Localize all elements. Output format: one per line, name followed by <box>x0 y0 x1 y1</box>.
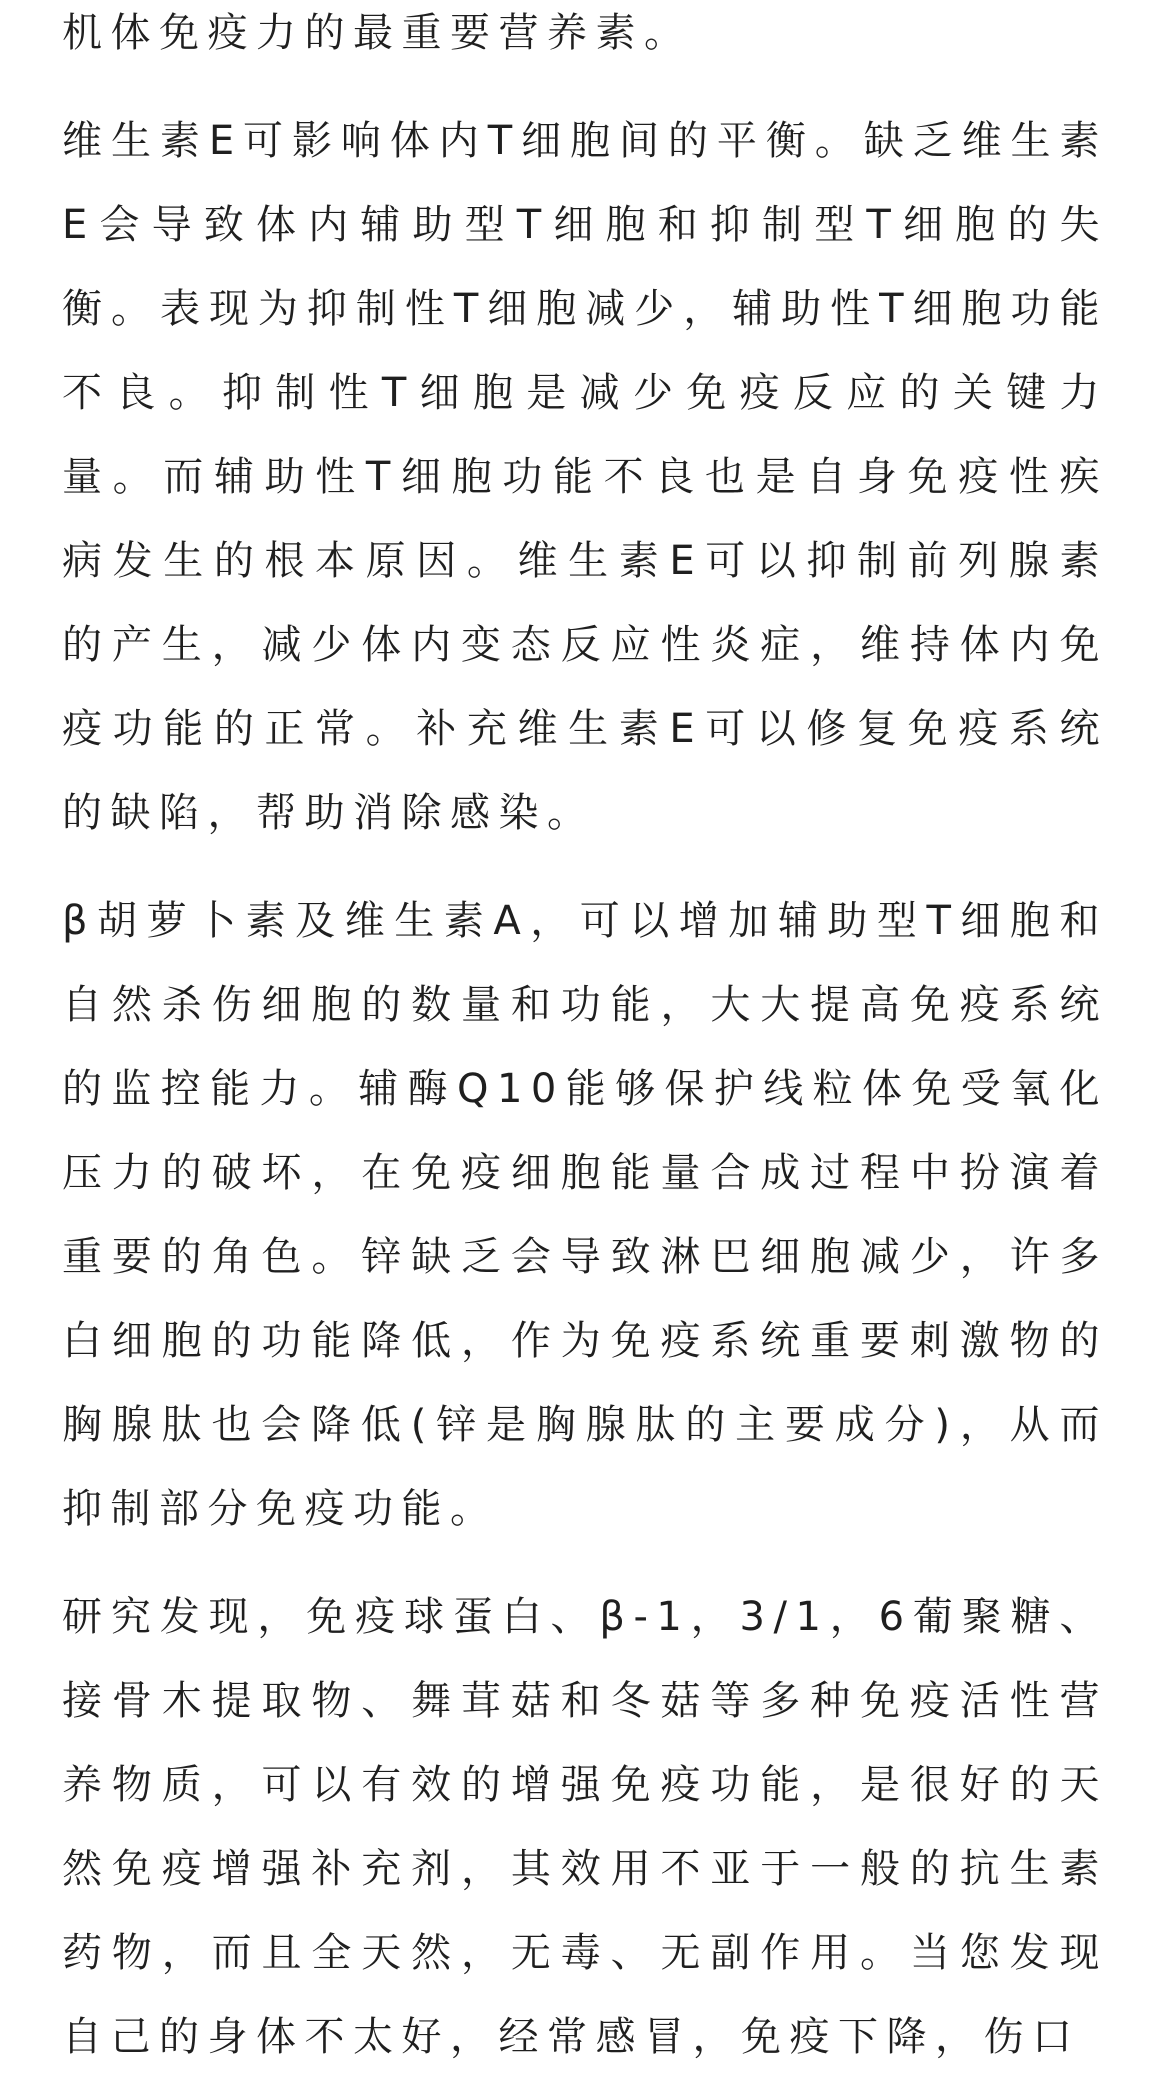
article-body <box>62 0 1108 2079</box>
paragraph-4: 研究发现，免疫球蛋白、β-1，3/1，6葡聚糖、接骨木提取物、舞茸菇和冬菇等多种免疫活性营养物质，可以有效的增强免疫功能，是很好的天然免疫增强补充剂，其效用不亚于一般的抗生素药物，而且全天然，无毒、无副作用。当您发现自己的身体不太好，经常感冒，免疫下降，伤口 <box>62 1594 1108 2060</box>
paragraph-2: 维生素E可影响体内T细胞间的平衡。缺乏维生素E会导致体内辅助型T细胞和抑制型T细胞的失衡。表现为抑制性T细胞减少，辅助性T细胞功能不良。抑制性T细胞是减少免疫反应的关键力量。而辅助性T细胞功能不良也是自身免疫性疾病发生的根本原因。维生素E可以抑制前列腺素的产生，减少体内变态反应性炎症，维持体内免疫功能的正常。补充维生素E可以修复免疫系统的缺陷，帮助消除感染。 <box>62 118 1108 836</box>
paragraph-1: 机体免疫力的最重要营养素。 <box>62 10 693 56</box>
paragraph-3: β胡萝卜素及维生素A，可以增加辅助型T细胞和自然杀伤细胞的数量和功能，大大提高免疫系统的监控能力。辅酶Q10能够保护线粒体免受氧化压力的破坏，在免疫细胞能量合成过程中扮演着重要的角色。锌缺乏会导致淋巴细胞减少，许多白细胞的功能降低，作为免疫系统重要刺激物的胸腺肽也会降低(锌是胸腺肽的主要成分)，从而抑制部分免疫功能。 <box>62 898 1108 1532</box>
